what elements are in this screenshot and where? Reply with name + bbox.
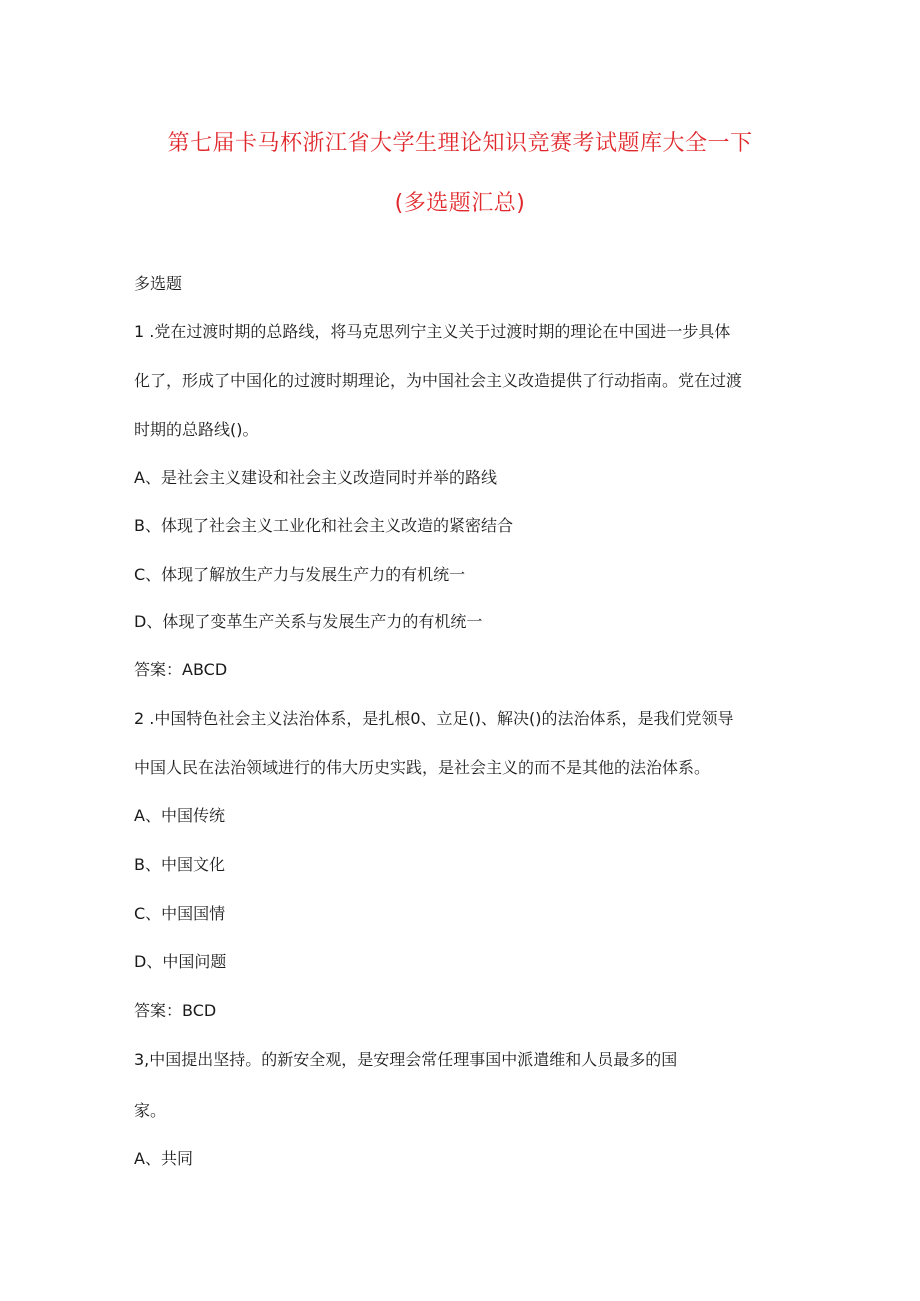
document-title: 第七届卡马杯浙江省大学生理论知识竞赛考试题库大全一下 [167, 131, 753, 156]
question-2-option-a: A、中国传统 [134, 806, 225, 825]
question-1-option-c: C、体现了解放生产力与发展生产力的有机统一 [134, 565, 466, 584]
question-2-option-b: B、中国文化 [134, 855, 225, 874]
document-subtitle: (多选题汇总) [394, 191, 526, 216]
question-1-text-line-1: 1 .党在过渡时期的总路线，将马克思列宁主义关于过渡时期的理论在中国进一步具体 [134, 322, 731, 341]
question-1-text-line-2: 化了，形成了中国化的过渡时期理论，为中国社会主义改造提供了行动指南。党在过渡 [134, 371, 743, 390]
question-2-answer: 答案：BCD [134, 1001, 217, 1020]
question-3-text-line-1: 3,中国提出坚持。的新安全观，是安理会常任理事国中派遣维和人员最多的国 [134, 1050, 678, 1069]
question-1-option-d: D、体现了变革生产关系与发展生产力的有机统一 [134, 612, 483, 631]
question-3-option-a: A、共同 [134, 1149, 193, 1168]
question-2-text-line-2: 中国人民在法治领域进行的伟大历史实践，是社会主义的而不是其他的法治体系。 [134, 758, 711, 777]
question-1-text-line-3: 时期的总路线()。 [134, 420, 259, 439]
question-2-text-line-1: 2 .中国特色社会主义法治体系，是扎根0、立足()、解决()的法治体系，是我们党领导 [134, 709, 734, 728]
question-1-option-b: B、体现了社会主义工业化和社会主义改造的紧密结合 [134, 516, 513, 535]
question-1-option-a: A、是社会主义建设和社会主义改造同时并举的路线 [134, 468, 497, 487]
question-3-text-line-2: 家。 [134, 1101, 167, 1120]
question-1-answer: 答案：ABCD [134, 660, 228, 679]
question-2-option-d: D、中国问题 [134, 952, 227, 971]
question-2-option-c: C、中国国情 [134, 904, 226, 923]
section-label: 多选题 [134, 274, 183, 293]
